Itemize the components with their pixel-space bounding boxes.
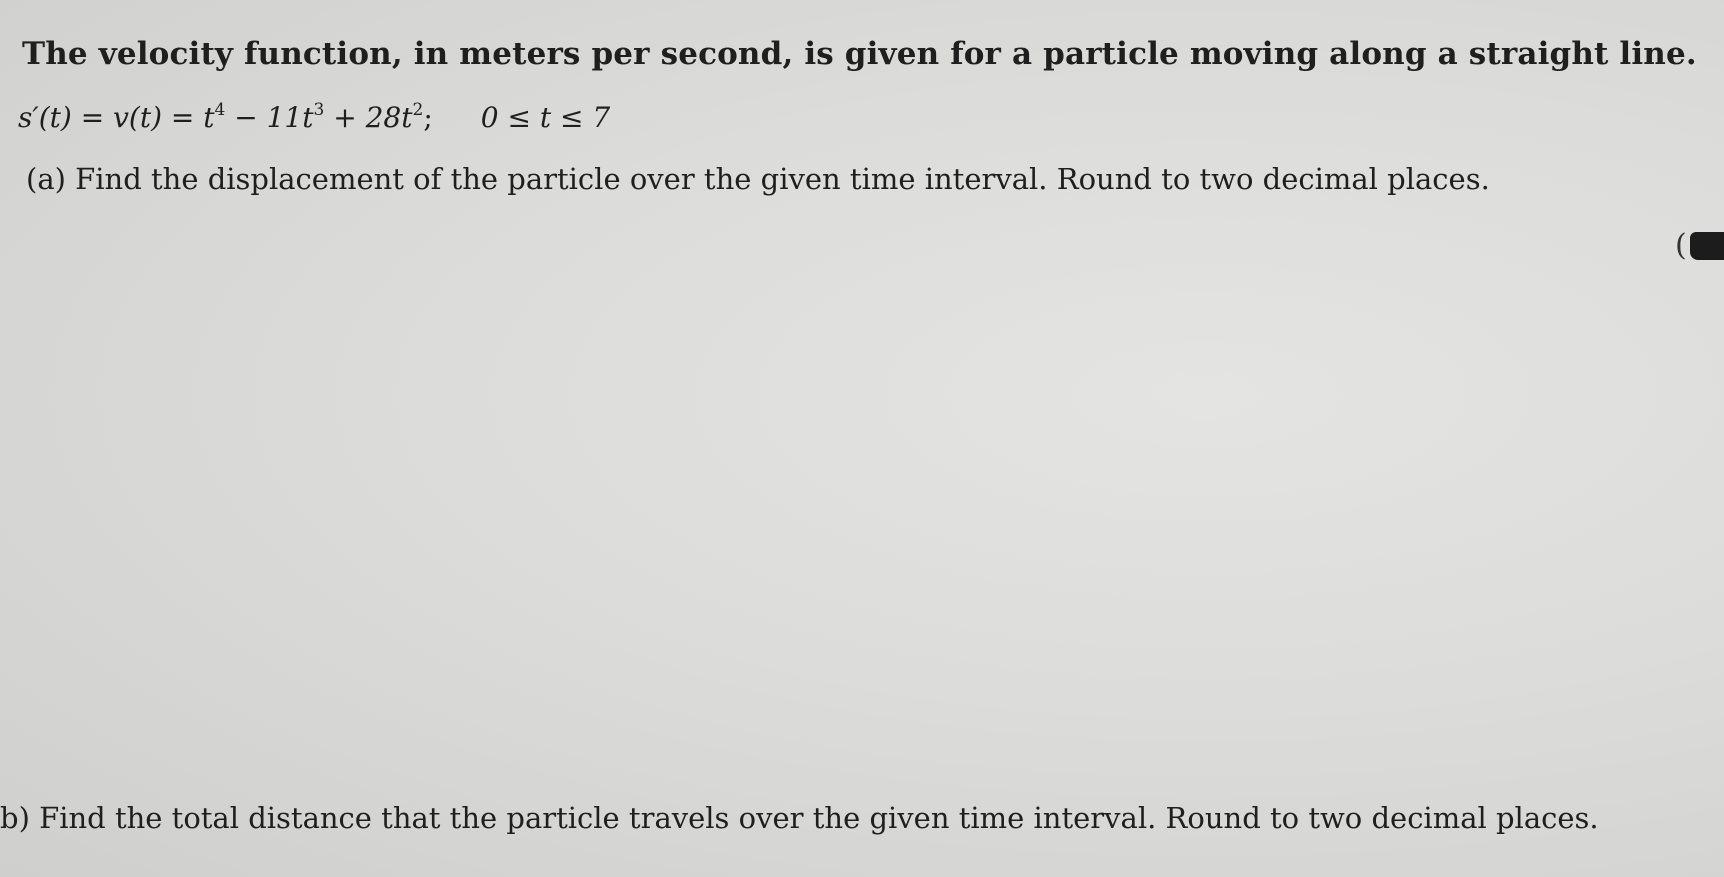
formula-exponent-2: 2 <box>412 100 424 120</box>
formula-exponent-3: 3 <box>313 100 325 120</box>
formula-end: ; <box>423 101 433 134</box>
margin-paren: ( <box>1675 228 1687 263</box>
formula-term-3: + 28t <box>324 101 413 134</box>
part-b-question: b) Find the total distance that the particle travels over the given time interval. Round to two decimal places. <box>0 801 1599 835</box>
formula-exponent-4: 4 <box>214 100 226 120</box>
formula-lhs: s′(t) = v(t) = t <box>18 101 215 134</box>
formula-term-2: − 11t <box>225 101 314 134</box>
velocity-formula <box>18 101 610 134</box>
problem-intro: The velocity function, in meters per second, is given for a particle moving along a straight line. <box>22 36 1697 72</box>
time-interval: 0 ≤ t ≤ 7 <box>480 101 611 134</box>
margin-ink-blot <box>1690 232 1724 260</box>
part-a-question: (a) Find the displacement of the particle over the given time interval. Round to two decimal places. <box>26 162 1490 196</box>
